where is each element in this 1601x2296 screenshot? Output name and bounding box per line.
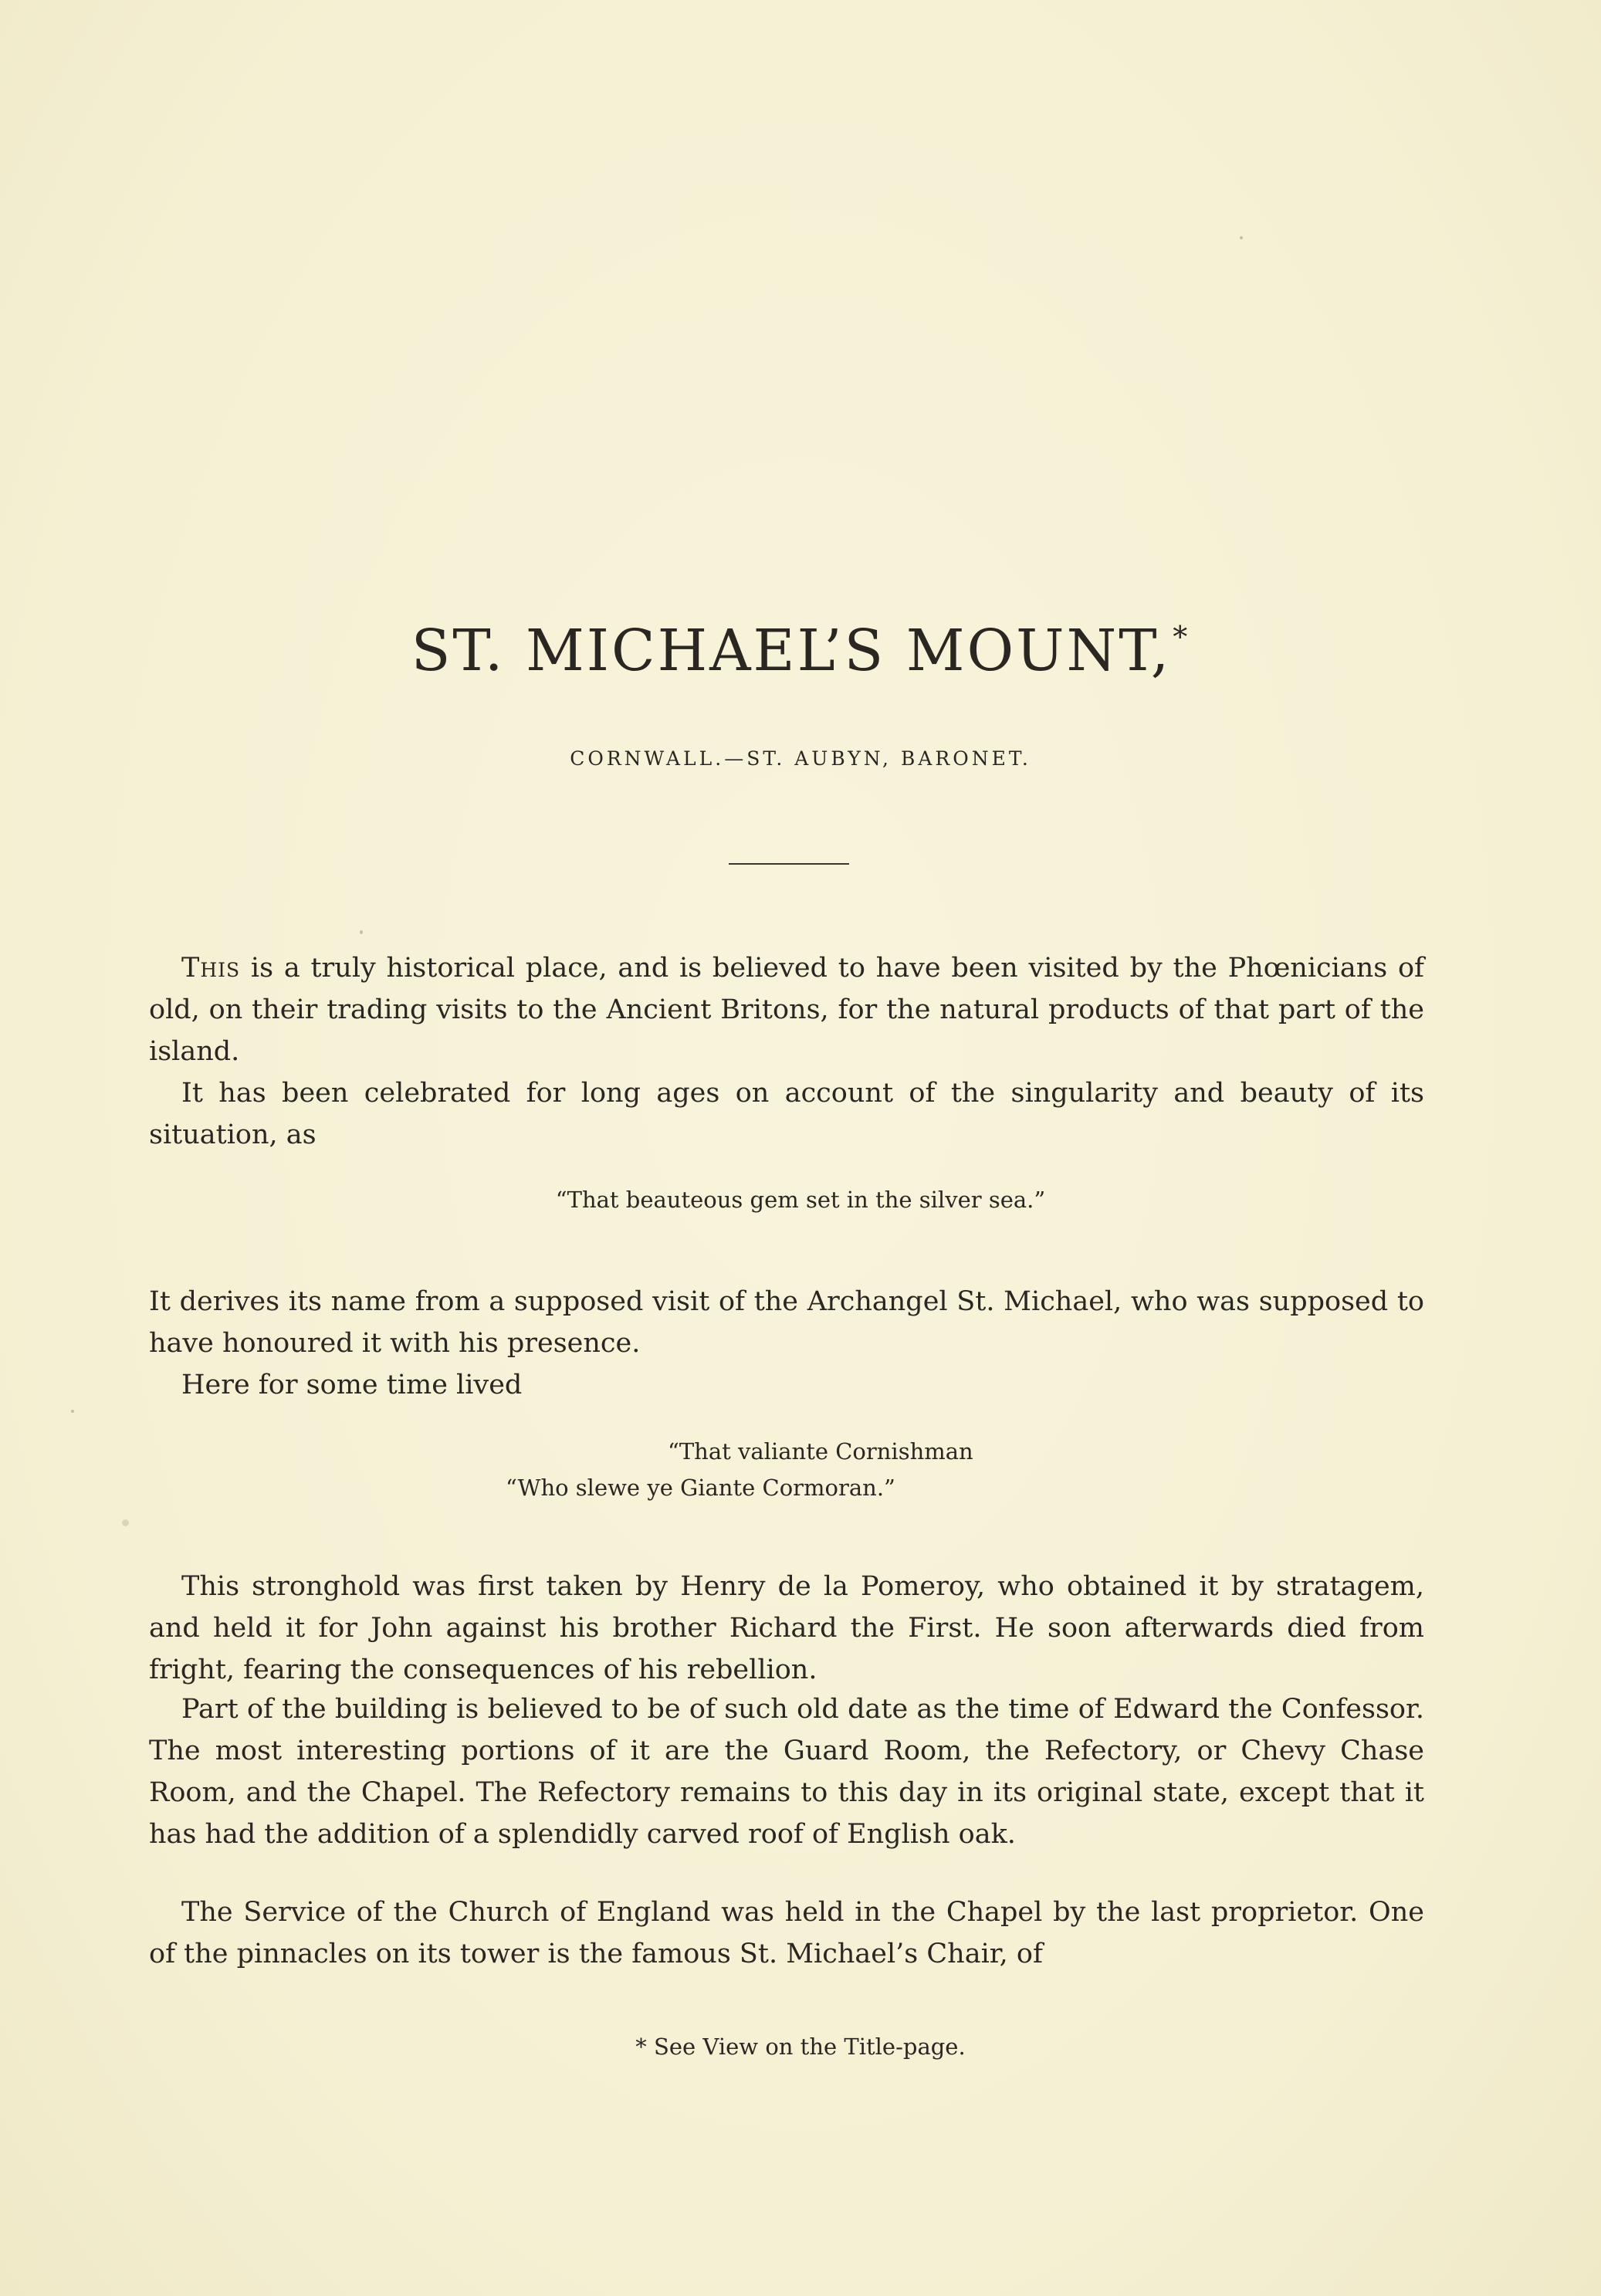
- quote-cornishman: [494, 1434, 1112, 1506]
- paper-speck: [1240, 236, 1243, 239]
- paragraph-1-lead: This: [181, 953, 241, 984]
- paragraph-5: This stronghold was first taken by Henry de la Pomeroy, who obtained it by stratagem, and held it for John against his brother Richard the First. He soon afterwards died from fright, fearing the consequences of his rebellion.: [149, 1571, 1424, 1685]
- paragraph-6: Part of the building is believed to be of such old date as the time of Edward the Confessor. The most interesting portions of it are the Guard Room, the Refectory, or Chevy Chase Room, and the Chapel. The Refectory remains to this day in its original state, except that it has had the addition of a splendidly carved roof of English oak.: [149, 1694, 1424, 1850]
- paper-speck: [122, 1519, 129, 1526]
- quote-gem: “That beauteous gem set in the silver sea.”: [555, 1187, 1046, 1213]
- title-footnote-mark: *: [1173, 620, 1190, 654]
- paragraph-1: [149, 947, 1424, 1072]
- subtitle: CORNWALL.—ST. AUBYN, BARONET.: [570, 747, 1031, 770]
- paragraph-1-text: is a truly historical place, and is believed to have been visited by the Phœnicians of old, on their trading visits to the Ancient Britons, for the natural products of that part of the island.: [149, 953, 1424, 1067]
- paper-speck: [71, 1410, 74, 1413]
- page-title: [0, 618, 1601, 684]
- paragraph-2: It has been celebrated for long ages on account of the singularity and beauty of its situation, as: [149, 1078, 1424, 1150]
- paper-speck: [360, 930, 363, 934]
- section-divider: [729, 863, 849, 865]
- title-text: ST. MICHAEL’S MOUNT,: [411, 618, 1172, 684]
- quote-line-1: “That valiante Cornishman: [668, 1438, 973, 1465]
- paragraph-7: The Service of the Church of England was held in the Chapel by the last proprietor. One of the pinnacles on its tower is the famous St. Michael’s Chair, of: [149, 1897, 1424, 1969]
- footnote: * See View on the Title-page.: [635, 2034, 966, 2060]
- quote-line-2: “Who slewe ye Giante Cormoran.”: [506, 1475, 895, 1501]
- paragraph-4: Here for some time lived: [181, 1370, 523, 1400]
- paragraph-3: It derives its name from a supposed visit of the Archangel St. Michael, who was supposed to have honoured it with his presence.: [149, 1286, 1424, 1359]
